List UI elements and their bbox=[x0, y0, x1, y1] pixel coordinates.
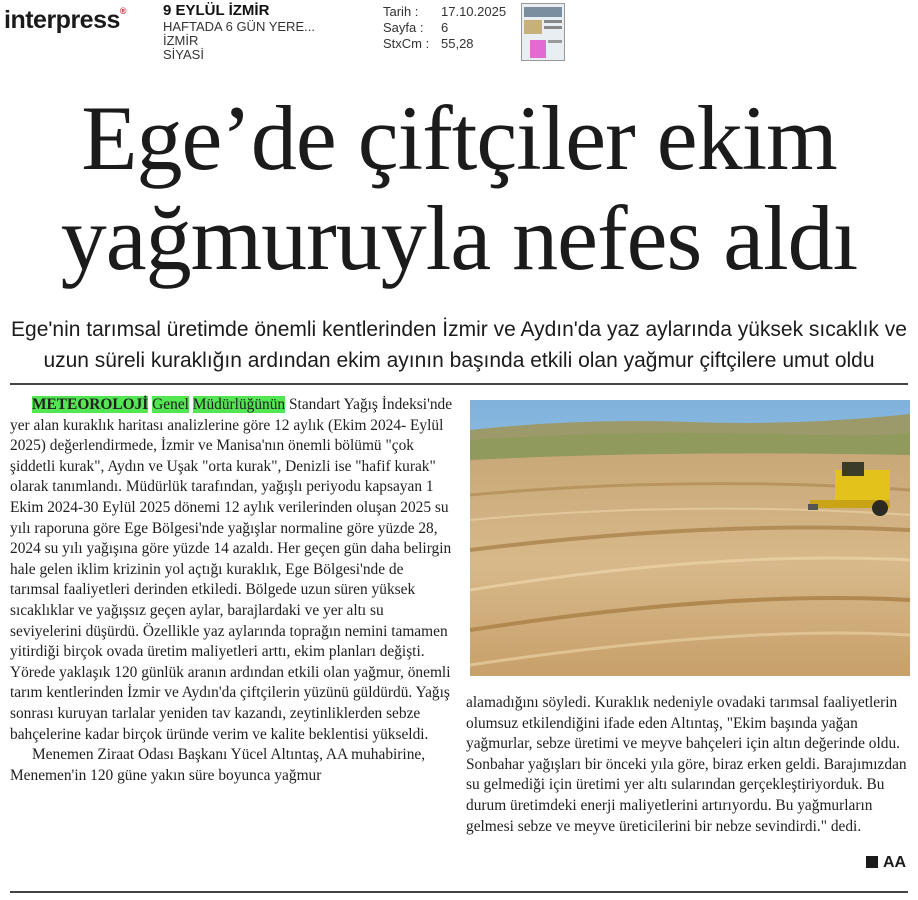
bottom-divider bbox=[10, 891, 908, 893]
info-page-key: Sayfa : bbox=[383, 20, 424, 35]
highlight-meteoroloji: METEOROLOJİ bbox=[32, 396, 149, 413]
paragraph-1 bbox=[10, 395, 454, 745]
headline-line-1: Ege’de çiftçiler ekim bbox=[81, 87, 837, 189]
article-subheadline: Ege'nin tarımsal üretimde önemli kentlerinden İzmir ve Aydın'da yaz aylarında yüksek sıcaklık ve uzun süreli kuraklığın ardından ekim ayının başında etkili olan yağmur çiftçilere umut oldu bbox=[11, 318, 907, 372]
publication-name: 9 EYLÜL İZMİR bbox=[163, 2, 270, 19]
info-date-value: 17.10.2025 bbox=[441, 4, 507, 19]
publication-details bbox=[163, 20, 315, 62]
info-size-value: 55,28 bbox=[441, 36, 474, 51]
article-column-1 bbox=[10, 395, 454, 786]
info-page-value: 6 bbox=[441, 20, 449, 35]
paragraph-2-continued: alamadığını söyledi. Kuraklık nedeniyle ovadaki tarımsal faaliyetlerin olumsuz etkilendiğini ifade eden Altıntaş, "Ekim başında yağan yağmurlar, sebze üretimi ve meyve bahçeleri için altın değerinde oldu. Sonbahar yağışları bir önceki yıla göre, biraz erken geldi. Barajımızdan su gelmediği için üretimi yer altı sularından gerçekleştiriyorduk. Bu durum üretimdeki enerji maliyetlerini artırıyordu. Bu yağmurların gelmesi sebze ve meyve üreticilerini bir nebze sevindirdi." dedi. bbox=[466, 694, 907, 835]
harvest-photo bbox=[470, 400, 910, 676]
signature-text: AA bbox=[883, 854, 907, 871]
page-thumbnail[interactable] bbox=[521, 3, 565, 61]
paragraph-1-text: Standart Yağış İndeksi'nde yer alan kuraklık haritası analizlerine göre 12 aylık (Ekim 2024- Eylül 2025) değerlendirmede, İzmir ve Manisa'nın önemli bölümü "çok şiddetli kurak", Aydın ve Uşak "orta kurak", Denizli ise "hafif kurak" olarak tanımlandı. Müdürlük tarafından, yağışlı periyodu kapsayan 1 Ekim 2024-30 Eylül 2025 dönemi 12 aylık verilerinden oluşan 2025 su yılı raporuna göre Ege Bölgesi'nde yağışlar normaline göre yüzde 28, 2024 su yılı yağışına göre yüzde 14 azaldı. Her geçen gün daha belirgin hale gelen iklim krizinin yol açtığı kuraklık, Ege Bölgesi'nde de tarımsal faaliyetleri derinden etkiledi. Bölgede uzun süren yüksek sıcaklıklar ve yağışsız geçen aylar, barajlardaki ve yer altı su seviyelerini düşürdü. Özellikle yaz aylarında toprağın nemini tamamen yitirdiği birçok ovada üretim maliyetleri arttı, ekim planları değişti. Yörede yaklaşık 120 günlük aranın ardından etkili olan yağmur, önemli tarım kentlerinden İzmir ve Aydın'da çiftçilerin yüzünü güldürdü. Yağış sonrası kuruyan tarlalar yeniden tav kazandı, zeytinliklerden sebze bahçelerine kadar birçok üründe verim ve kalite beklentisi yükseldi. bbox=[10, 396, 453, 743]
info-date-key: Tarih : bbox=[383, 4, 419, 19]
agency-signature bbox=[866, 854, 906, 872]
headline-line-2: yağmuruyla nefes aldı bbox=[60, 187, 858, 289]
info-size-key: StxCm : bbox=[383, 36, 430, 51]
paragraph-2-start: Menemen Ziraat Odası Başkanı Yücel Altıntaş, AA muhabirine, Menemen'in 120 güne yakın süre boyunca yağmur bbox=[10, 746, 426, 784]
article-headline bbox=[0, 88, 918, 288]
highlight-genel: Genel bbox=[152, 396, 189, 413]
publication-city: İZMİR bbox=[163, 33, 199, 48]
publication-category: SİYASİ bbox=[163, 47, 204, 62]
interpress-logo: interpress® bbox=[4, 6, 127, 34]
signature-square-icon bbox=[866, 856, 878, 868]
publication-section: HAFTADA 6 GÜN YERE... bbox=[163, 19, 315, 34]
article-column-2 bbox=[466, 693, 912, 837]
top-divider bbox=[10, 383, 908, 385]
highlight-mudurlugunun: Müdürlüğünün bbox=[192, 396, 286, 413]
clipping-info bbox=[383, 4, 506, 52]
